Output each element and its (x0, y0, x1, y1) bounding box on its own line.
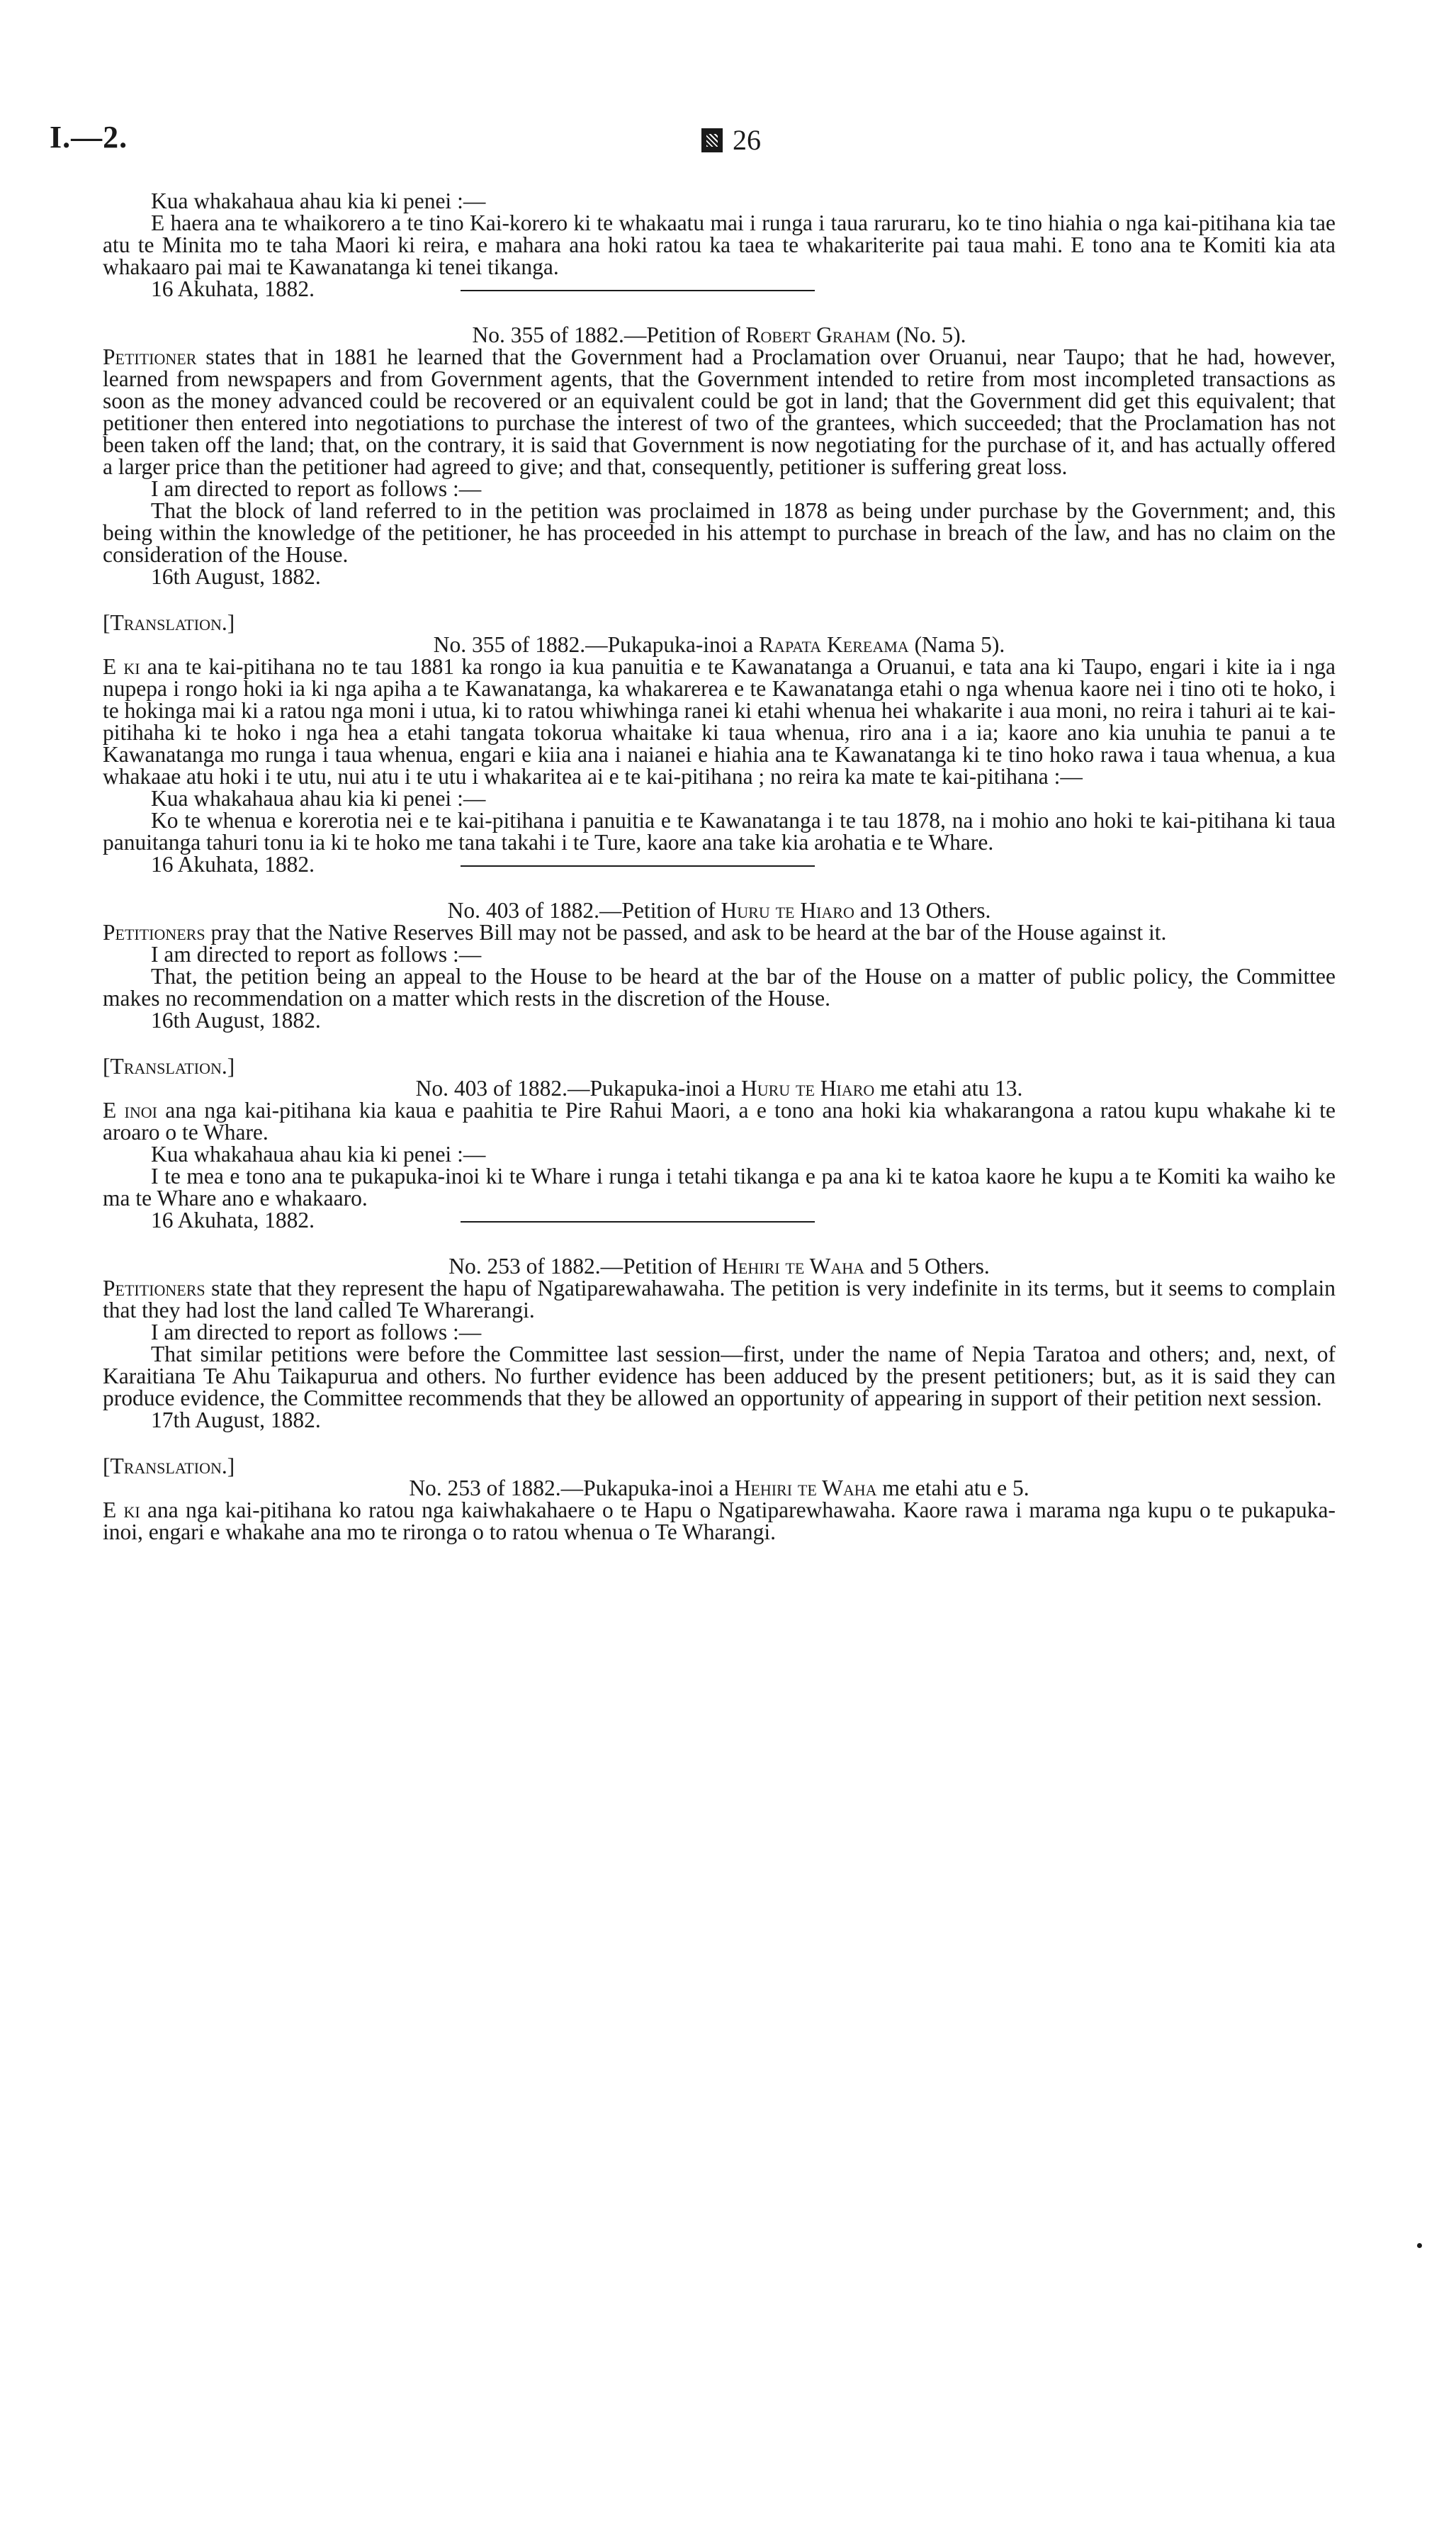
petition-403-directed: I am directed to report as follows :— (151, 942, 482, 967)
petition-403-date: 16th August, 1882. (151, 1008, 321, 1033)
translation-403-date: 16 Akuhata, 1882. (151, 1208, 315, 1232)
translation-403-summary: E inoi ana nga kai-pitihana kia kaua e paahitia te Pire Rahui Maori, a e tono ana hoki kia whakarangona a ratou kupu whakahe ki te aroaro o te Whare. (103, 1098, 1336, 1145)
page-header (50, 119, 1382, 162)
petition-355-title: No. 355 of 1882.—Petition of Robert Graham (No. 5). (472, 322, 966, 347)
translation-355-title: No. 355 of 1882.—Pukapuka-inoi a Rapata Kereama (Nama 5). (433, 632, 1005, 657)
intro-date: 16 Akuhata, 1882. (151, 276, 315, 301)
petition-253-title: No. 253 of 1882.—Petition of Hehiri te Waha and 5 Others. (448, 1254, 990, 1279)
petition-253-directed: I am directed to report as follows :— (151, 1320, 482, 1344)
printer-crest-icon (701, 128, 723, 152)
petition-403-title: No. 403 of 1882.—Petition of Huru te Hiaro and 13 Others. (447, 898, 991, 923)
translation-403-report: I te mea e tono ana te pukapuka-inoi ki te Whare i runga i tetahi tikanga e pa ana ki te katoa kaore he kupu a te Komiti ka waiho ke ma te Whare ano e whakaaro. (103, 1164, 1336, 1210)
section-divider (461, 290, 815, 291)
petition-253-report: That similar petitions were before the Committee last session—first, under the name of Nepia Taratoa and others; and, next, of Karaitiana Te Ahu Taikapurua and others. No further evidence has been adduced by the present petitioners; but, as it is said they can produce evidence, the Committee recommends that they be allowed an opportunity of appearing in support of their petition next session. (103, 1342, 1336, 1410)
translation-253-label: [Translation.] (103, 1454, 235, 1478)
section-divider (461, 865, 815, 867)
page-marker (701, 123, 761, 157)
petition-253-summary: Petitioners state that they represent the hapu of Ngatiparewahawaha. The petition is very indefinite in its terms, but it seems to complain that they had lost the land called Te Wharerangi. (103, 1276, 1336, 1322)
translation-355-label: [Translation.] (103, 610, 235, 635)
intro-text: E haera ana te whaikorero a te tino Kai-korero ki te whakaatu mai i runga i taua raruraru, ko te tino hiahia o nga kai-pitihana kia tae atu te Minita mo te taha Maori ki reira, e mahara ana hoki ratou ka taea te whakariterite pai taua mahi. E tono ana te Komiti kia ata whakaaro pai mai te Kawanatanga ki tenei tikanga. (103, 210, 1336, 279)
document-body (103, 190, 1336, 1543)
page-number: 26 (733, 124, 761, 156)
petition-403-summary: Petitioners pray that the Native Reserves Bill may not be passed, and ask to be heard at the bar of the House against it. (103, 920, 1167, 945)
petition-355-summary: Petitioner states that in 1881 he learned that the Government had a Proclamation over Oruanui, near Taupo; that he had, however, learned from newspapers and from Government agents, that the Government intended to retire from most incompleted transactions as soon as the money advanced could be recovered or an equivalent could be got in land; that the Government did get this equivalent; that petitioner then entered into negotiations to purchase the interest of two of the grantees, which succeeded; that the Proclamation has not been taken off the land; that, on the contrary, it is said that Government is now negotiating for the purchase of it, and has actually offered a larger price than the petitioner had agreed to give; and that, consequently, petitioner is suffering great loss. (103, 344, 1336, 479)
translation-253-summary: E ki ana nga kai-pitihana ko ratou nga kaiwhakahaere o te Hapu o Ngatiparewhawaha. Kaore rawa i marama nga kupu o te pukapuka-inoi, engari e whakahe ana mo te rironga o to ratou whenua o Te Wharangi. (103, 1498, 1336, 1544)
petition-355-report: That the block of land referred to in the petition was proclaimed in 1878 as being under purchase by the Government; and, this being within the knowledge of the petitioner, he has proceeded in his attempt to purchase in breach of the law, and has no claim on the consideration of the House. (103, 498, 1336, 567)
translation-403-title: No. 403 of 1882.—Pukapuka-inoi a Huru te Hiaro me etahi atu 13. (415, 1076, 1023, 1101)
petition-355-date: 16th August, 1882. (151, 564, 321, 589)
translation-253-title: No. 253 of 1882.—Pukapuka-inoi a Hehiri te Waha me etahi atu e 5. (409, 1476, 1029, 1500)
translation-355-date: 16 Akuhata, 1882. (151, 852, 315, 877)
translation-355-directed: Kua whakahaua ahau kia ki penei :— (151, 786, 486, 811)
translation-403-directed: Kua whakahaua ahau kia ki penei :— (151, 1142, 486, 1167)
petition-403-report: That, the petition being an appeal to the House to be heard at the bar of the House on a matter of public policy, the Committee makes no recommendation on a matter which rests in the discretion of the House. (103, 964, 1336, 1011)
translation-403-label: [Translation.] (103, 1054, 235, 1079)
document-reference: I.—2. (50, 120, 128, 155)
translation-355-summary: E ki ana te kai-pitihana no te tau 1881 ka rongo ia kua panuitia e te Kawanatanga a Oruanui, e tata ana ki Taupo, engari i kite ia i nga nupepa i rongo hoki ia ki nga apiha a te Kawanatanga, ka whakarerea e te Kawanatanga etahi o nga whenua kaore nei i tino oti te hoko, i te hokinga mai ki a ratou nga moni i utua, ki to ratou whiwhinga ranei ki etahi whenua hei whakarite i aua moni, no reira i tahuri ai te kai-pitihaha ki te hoko i nga hea a etahi tangata tokorua whaitake ki taua whenua, riro ana i a ia; kaore ano kia unuhia te panui a te Kawanatanga mo runga i taua whenua, engari e kiia ana i naianei e hiahia ana te Kawanatanga ki te tino hoko rawa i taua whenua, a kua whakaae atu hoki i te utu, nui atu i te utu i whakaritea ai e te kai-pitihana ; no reira ka mate te kai-pitihana :— (103, 654, 1336, 789)
translation-355-report: Ko te whenua e korerotia nei e te kai-pitihana i panuitia e te Kawanatanga i te tau 1878, na i mohio ano hoki te kai-pitihana ki taua panuitanga tahuri tonu ia ki te hoko me tana takahi i te Ture, kaore ana take kia arohatia e te Whare. (103, 808, 1336, 855)
petition-253-date: 17th August, 1882. (151, 1408, 321, 1432)
margin-dot (1417, 2243, 1422, 2248)
petition-355-directed: I am directed to report as follows :— (151, 476, 482, 501)
intro-directed: Kua whakahaua ahau kia ki penei :— (151, 189, 486, 213)
section-divider (461, 1221, 815, 1223)
